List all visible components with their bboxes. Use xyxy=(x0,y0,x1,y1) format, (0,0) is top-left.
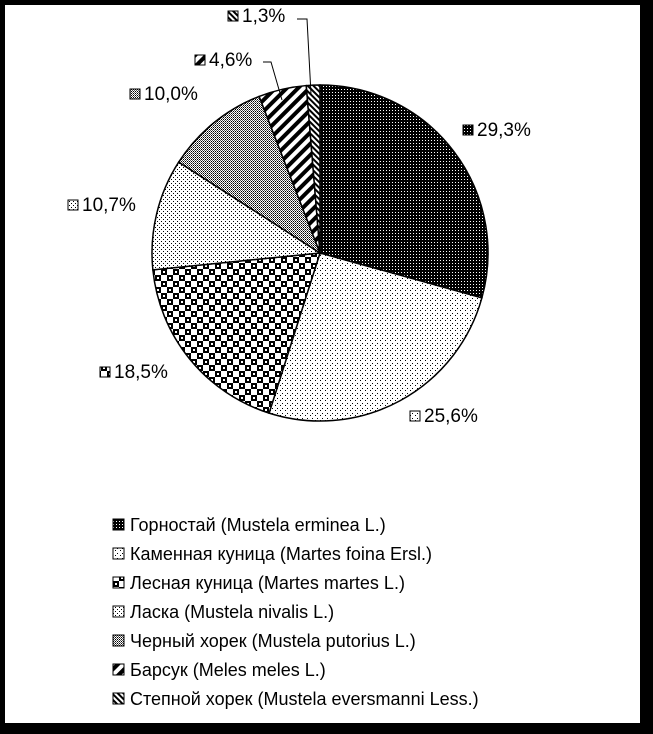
legend xyxy=(113,515,479,709)
slice-label: 10,7% xyxy=(82,195,136,216)
legend-entry: Степной хорек (Mustela eversmanni Less.) xyxy=(130,689,479,709)
legend-swatch xyxy=(113,635,124,646)
legend-entry: Каменная куница (Martes foina Ersl.) xyxy=(130,544,432,564)
leader-line xyxy=(297,19,311,94)
slice-label: 18,5% xyxy=(114,362,168,383)
slice-label-swatch xyxy=(68,200,78,210)
slice-label-swatch xyxy=(410,411,420,421)
legend-swatch xyxy=(113,519,124,530)
slice-label-swatch xyxy=(100,367,110,377)
slice-label: 25,6% xyxy=(424,406,478,427)
slice-label: 10,0% xyxy=(144,84,198,105)
pie-slices xyxy=(152,85,488,421)
slice-label-swatch xyxy=(130,89,140,99)
legend-swatch xyxy=(113,606,124,617)
legend-swatch xyxy=(113,693,124,704)
legend-swatch xyxy=(113,664,124,675)
legend-entry: Горностай (Mustela erminea L.) xyxy=(130,515,386,535)
slice-label-swatch xyxy=(195,55,205,65)
slice-label: 4,6% xyxy=(209,50,253,71)
chart-frame xyxy=(5,5,640,723)
legend-entry: Черный хорек (Mustela putorius L.) xyxy=(130,631,416,651)
slice-label: 29,3% xyxy=(477,120,531,141)
slice-label: 1,3% xyxy=(242,6,286,27)
legend-entry: Лесная куница (Martes martes L.) xyxy=(130,573,405,593)
legend-swatch xyxy=(113,548,124,559)
slice-label-swatch xyxy=(228,11,238,21)
legend-entry: Барсук (Meles meles L.) xyxy=(130,660,326,680)
slice-label-swatch xyxy=(463,125,473,135)
legend-entry: Ласка (Mustela nivalis L.) xyxy=(130,602,335,622)
legend-swatch xyxy=(113,577,124,588)
pie-chart xyxy=(5,5,640,723)
